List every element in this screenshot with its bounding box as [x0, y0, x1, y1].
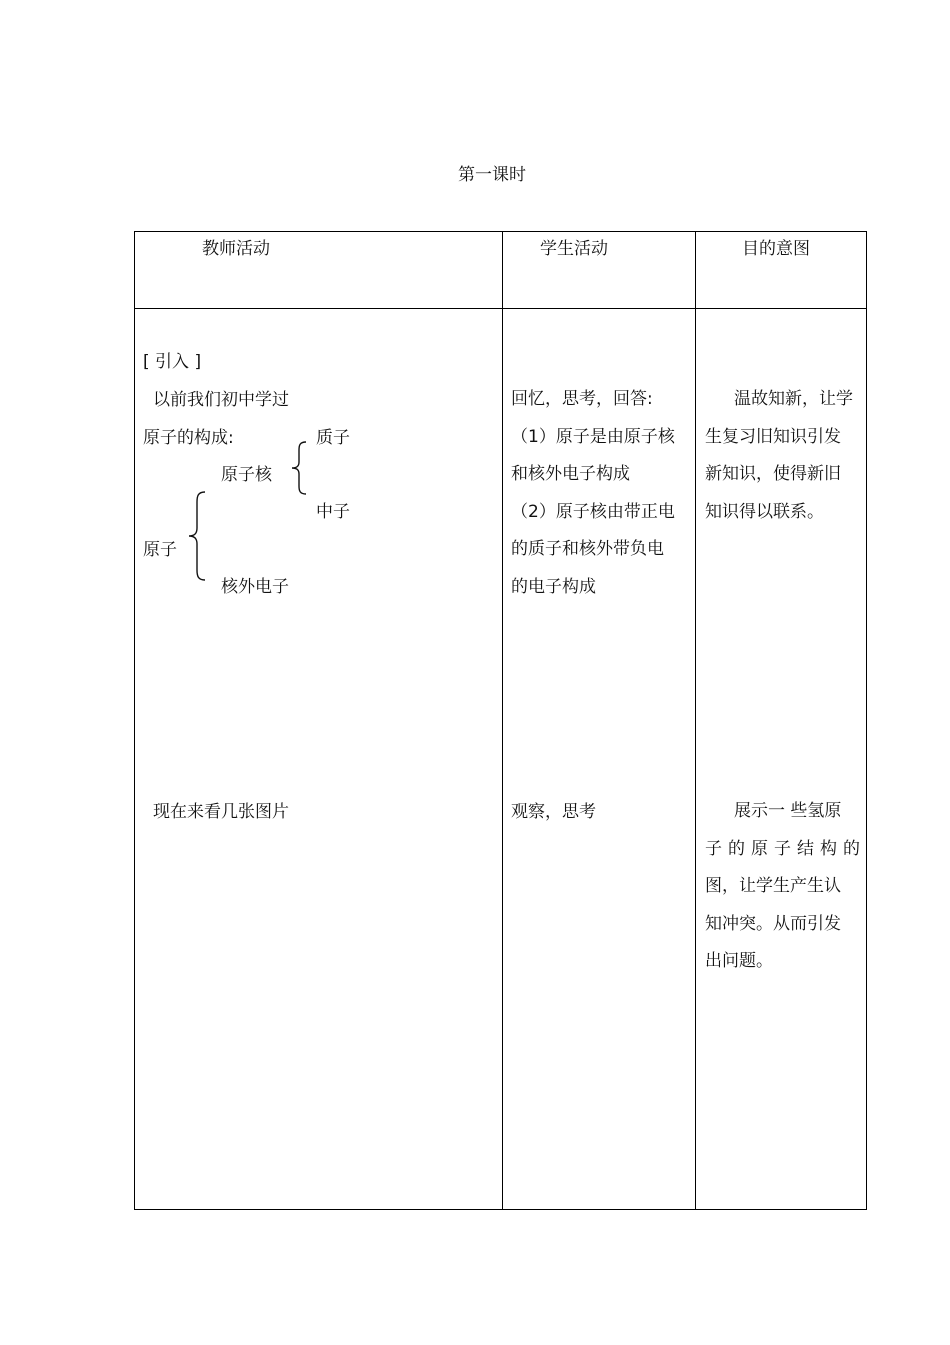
student-response-line: （2）原子核由带正电 [511, 501, 675, 522]
student-observe: 观察，思考 [511, 802, 596, 822]
teacher-show-pictures: 现在来看几张图片 [153, 802, 289, 822]
lesson-table [134, 231, 867, 1210]
diagram-electron: 核外电子 [221, 577, 289, 597]
header-teacher-activity: 教师活动 [202, 239, 270, 259]
purpose-line: 新知识，使得新旧 [705, 464, 841, 484]
header-student-activity: 学生活动 [540, 239, 608, 259]
purpose-line: 展示一 些氢原 [734, 801, 842, 821]
purpose-text-1 [705, 381, 860, 531]
purpose-text-2 [705, 793, 860, 981]
student-response-line: 和核外电子构成 [511, 464, 630, 484]
column-divider [502, 232, 503, 1209]
diagram-neutron: 中子 [316, 502, 350, 522]
diagram-nucleus: 原子核 [221, 465, 272, 485]
purpose-line: 知冲突。从而引发 [705, 913, 841, 934]
diagram-atom: 原子 [143, 540, 177, 560]
student-response-line: 回忆，思考，回答: [511, 389, 653, 409]
purpose-line: 出问题。 [705, 951, 773, 971]
intro-tag: [ 引入 ] [143, 352, 202, 372]
nucleus-brace [290, 440, 310, 496]
header-purpose: 目的意图 [742, 239, 810, 259]
student-response-1 [511, 381, 681, 606]
student-response-line: （1）原子是由原子核 [511, 426, 675, 447]
atom-brace [187, 490, 209, 582]
student-response-line: 的质子和核外带负电 [511, 539, 664, 559]
page-title: 第一课时 [458, 165, 526, 185]
teacher-atom-structure-label: 原子的构成: [143, 428, 234, 448]
column-divider [695, 232, 696, 1209]
teacher-intro-line: 以前我们初中学过 [153, 390, 289, 410]
header-divider [135, 308, 866, 309]
purpose-line: 子 的 原 子 结 构 的 [705, 838, 860, 859]
student-response-line: 的电子构成 [511, 576, 596, 597]
purpose-line: 图，让学生产生认 [705, 876, 841, 896]
purpose-line: 温故知新，让学 [734, 389, 853, 409]
purpose-line: 生复习旧知识引发 [705, 426, 841, 447]
diagram-proton: 质子 [316, 428, 350, 448]
purpose-line: 知识得以联系。 [705, 501, 824, 522]
